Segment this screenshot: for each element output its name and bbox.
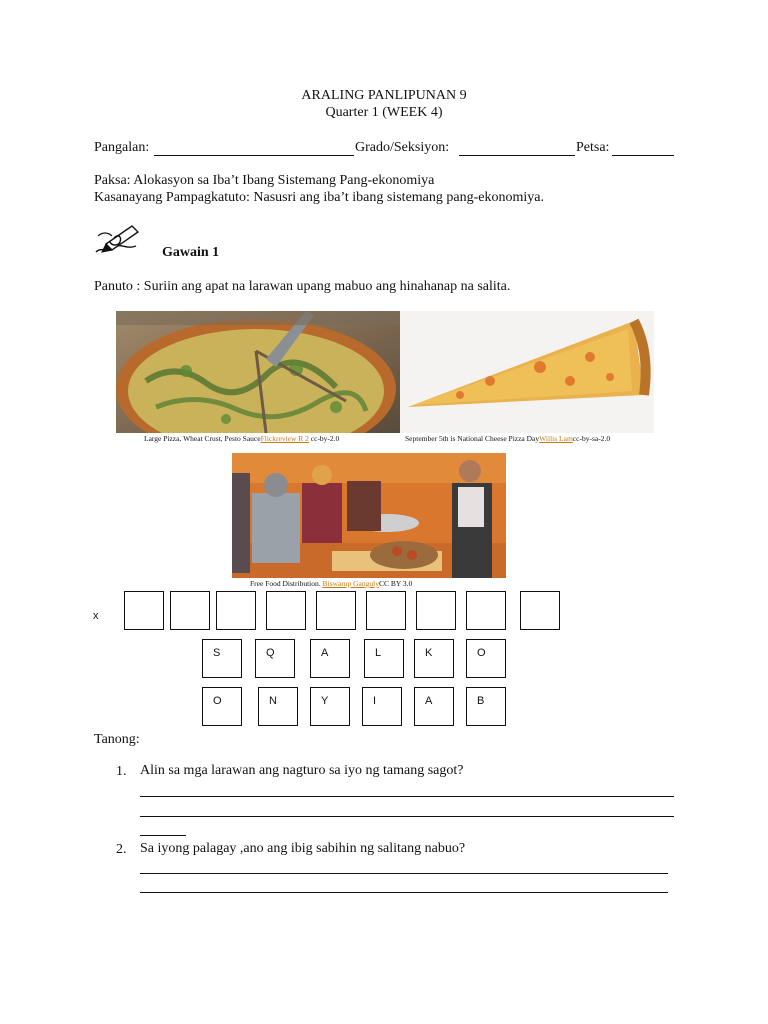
letter-tile[interactable]	[414, 687, 454, 726]
letter-tile-label: Y	[321, 695, 329, 707]
food-license: CC BY 3.0	[378, 579, 413, 588]
letter-tile[interactable]	[310, 687, 350, 726]
answer-box[interactable]	[416, 591, 456, 630]
letter-tile-label: O	[477, 647, 486, 659]
grade-blank[interactable]	[459, 155, 575, 156]
pizza1-caption	[144, 433, 339, 444]
puzzle-marker: x	[93, 610, 99, 622]
letter-tile[interactable]	[202, 639, 242, 678]
cheese-pizza-photo	[400, 311, 654, 433]
answer-line[interactable]	[140, 816, 674, 817]
answer-box[interactable]	[466, 591, 506, 630]
answer-line[interactable]	[140, 873, 668, 874]
pizza1-caption-text: Large Pizza, Wheat Crust, Pesto Sauce	[144, 434, 261, 443]
letter-tile[interactable]	[362, 687, 402, 726]
answer-line[interactable]	[140, 835, 186, 836]
questions-heading: Tanong:	[94, 732, 140, 747]
writing-hand-icon	[92, 222, 144, 258]
topic-paksa: Paksa: Alokasyon sa Iba’t Ibang Sistemang Pang-ekonomiya	[94, 173, 435, 188]
answer-box[interactable]	[520, 591, 560, 630]
date-blank[interactable]	[612, 155, 674, 156]
letter-tile[interactable]	[258, 687, 298, 726]
grade-label: Grado/Seksiyon:	[355, 140, 450, 155]
letter-tile[interactable]	[466, 639, 506, 678]
letter-tile-label: A	[321, 647, 329, 659]
letter-tile-label: N	[269, 695, 277, 707]
question-text: Alin sa mga larawan ang nagturo sa iyo ng tamang sagot?	[140, 763, 464, 778]
pizza1-license: cc-by-2.0	[308, 434, 340, 443]
letter-tile-label: O	[213, 695, 222, 707]
answer-box[interactable]	[316, 591, 356, 630]
activity-instruction: Panuto : Suriin ang apat na larawan upang mabuo ang hinahanap na salita.	[94, 279, 511, 294]
food-distribution-photo	[232, 453, 506, 578]
pizza1-credit-link[interactable]: Flickreview R 2	[260, 434, 309, 443]
answer-box[interactable]	[216, 591, 256, 630]
letter-tile-label: L	[375, 647, 382, 659]
answer-box[interactable]	[124, 591, 164, 630]
letter-tile[interactable]	[255, 639, 295, 678]
answer-line[interactable]	[140, 796, 674, 797]
letter-tile[interactable]	[466, 687, 506, 726]
letter-tile-label: I	[373, 695, 377, 707]
answer-line[interactable]	[140, 892, 668, 893]
topic-kasanayan: Kasanayang Pampagkatuto: Nasusri ang iba’t ibang sistemang pang-ekonomiya.	[94, 190, 544, 205]
letter-tile[interactable]	[202, 687, 242, 726]
food-caption-text: Free Food Distribution.	[250, 579, 323, 588]
letter-tile-label: B	[477, 695, 485, 707]
activity-title: Gawain 1	[162, 245, 220, 260]
name-blank[interactable]	[154, 155, 354, 156]
question-number: 1.	[116, 764, 127, 779]
letter-tile[interactable]	[310, 639, 350, 678]
pizza2-caption	[405, 433, 610, 444]
food-credit-link[interactable]: Biswarup Ganguly	[322, 579, 379, 588]
pizza2-license: cc-by-sa-2.0	[572, 434, 611, 443]
date-label: Petsa:	[576, 140, 610, 155]
letter-tile-label: Q	[266, 647, 275, 659]
worksheet-title: ARALING PANLIPUNAN 9	[301, 88, 467, 103]
pizza2-caption-text: September 5th is National Cheese Pizza Day	[405, 434, 540, 443]
letter-tile-label: K	[425, 647, 433, 659]
letter-tile-label: S	[213, 647, 221, 659]
name-label: Pangalan:	[94, 140, 150, 155]
letter-tile[interactable]	[414, 639, 454, 678]
pizza2-credit-link[interactable]: Willis Lam	[539, 434, 573, 443]
question-number: 2.	[116, 842, 127, 857]
pesto-pizza-photo	[116, 311, 400, 433]
letter-tile-label: A	[425, 695, 433, 707]
answer-box[interactable]	[366, 591, 406, 630]
answer-box[interactable]	[170, 591, 210, 630]
answer-box[interactable]	[266, 591, 306, 630]
letter-tile[interactable]	[364, 639, 404, 678]
question-text: Sa iyong palagay ,ano ang ibig sabihin ng salitang nabuo?	[140, 841, 466, 856]
worksheet-subtitle: Quarter 1 (WEEK 4)	[325, 105, 443, 120]
